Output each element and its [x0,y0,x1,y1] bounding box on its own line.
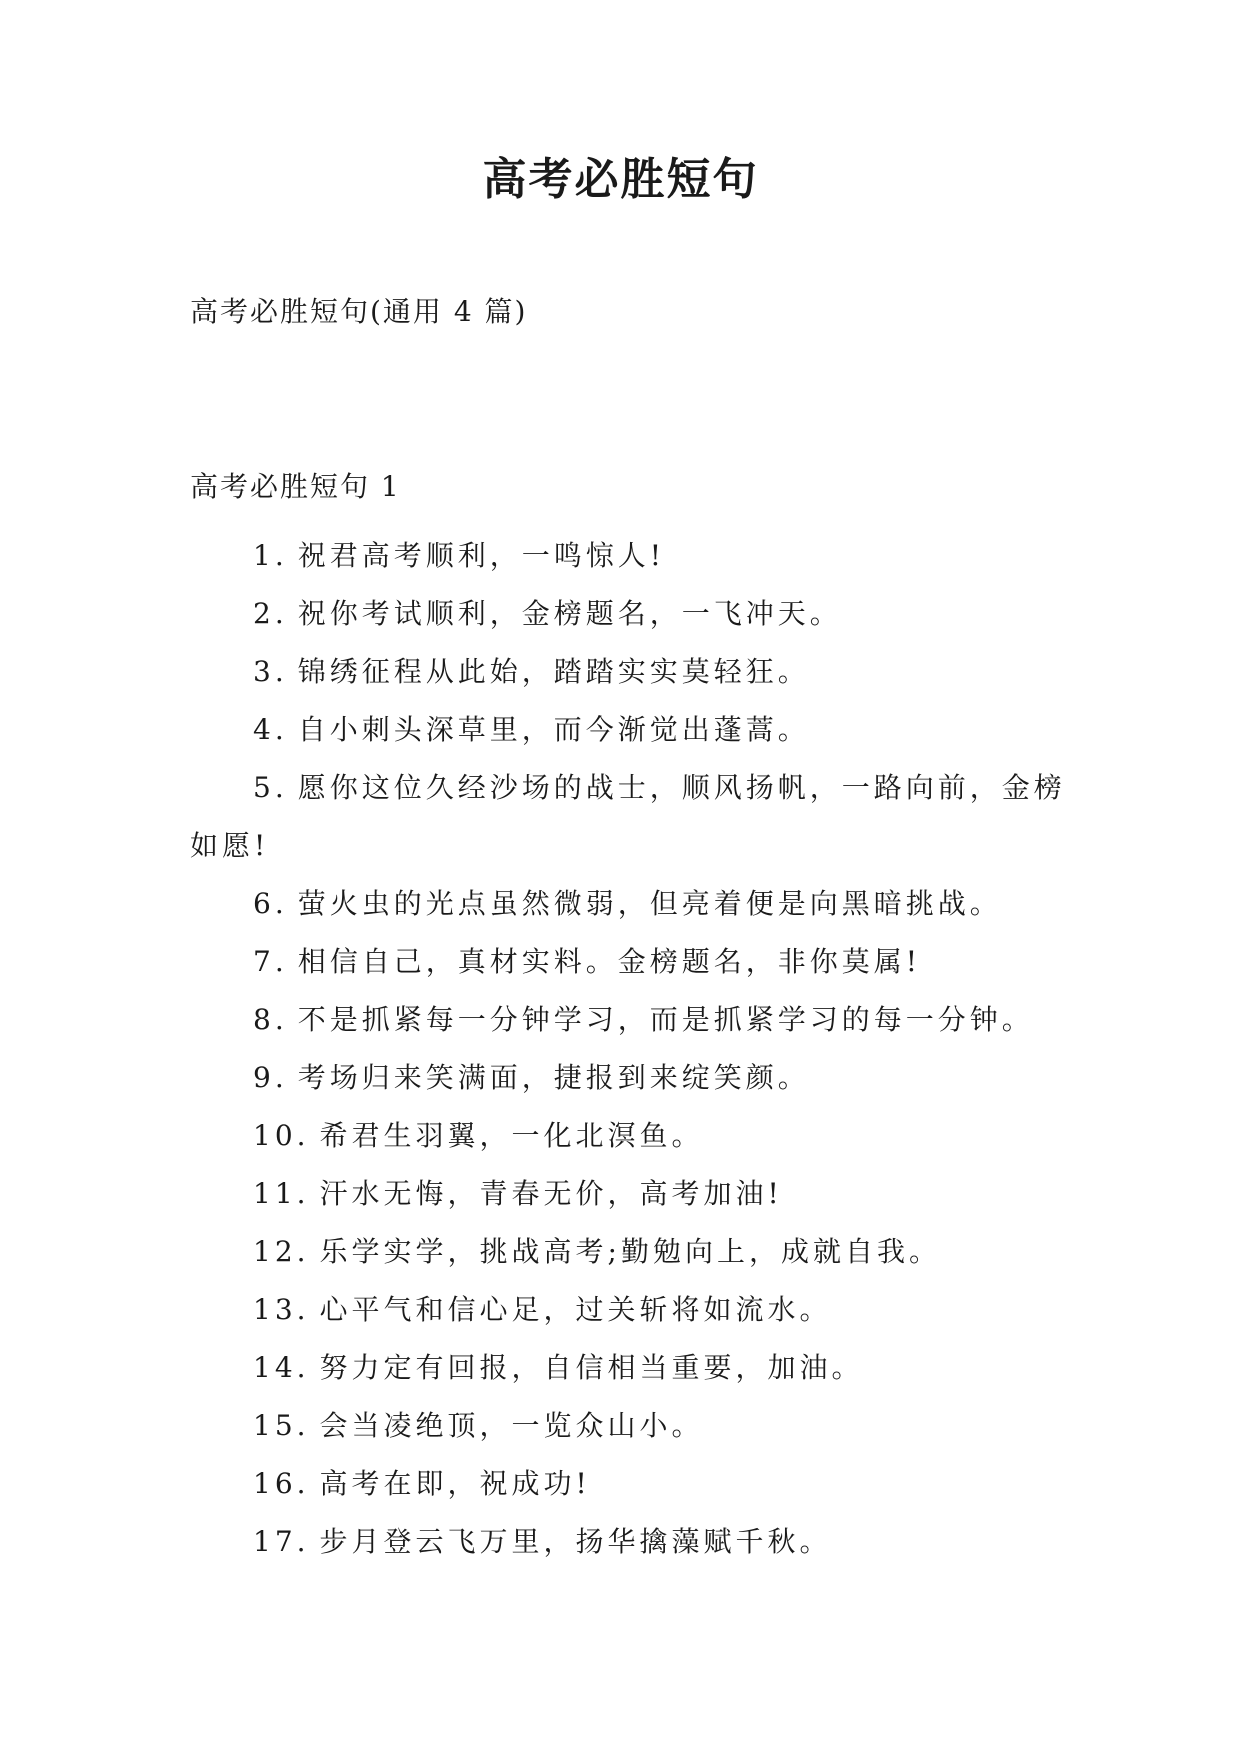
item-number: 5. [253,771,288,804]
list-item [190,1223,1070,1281]
sentence-list [190,527,1070,1571]
list-item [190,643,1070,701]
list-item [190,1513,1070,1571]
list-item [190,759,1070,875]
list-item [190,875,1070,933]
item-text: 自小刺头深草里，而今渐觉出蓬蒿。 [297,713,810,746]
item-text: 心平气和信心足，过关斩将如流水。 [319,1293,832,1326]
document-subtitle: 高考必胜短句(通用 4 篇) [190,295,528,328]
document-title: 高考必胜短句 [482,154,759,205]
item-number: 6. [253,887,288,920]
list-item [190,1455,1070,1513]
item-text: 努力定有回报，自信相当重要，加油。 [319,1351,864,1384]
item-number: 17. [253,1525,310,1558]
item-text: 考场归来笑满面，捷报到来绽笑颜。 [297,1061,810,1094]
item-text: 祝你考试顺利，金榜题名，一飞冲天。 [297,597,842,630]
item-number: 15. [253,1409,310,1442]
list-item [190,1049,1070,1107]
list-item [190,527,1070,585]
item-number: 13. [253,1293,310,1326]
list-item [190,1397,1070,1455]
list-item [190,585,1070,643]
item-text: 愿你这位久经沙场的战士，顺风扬帆，一路向前，金榜如愿! [190,771,1066,862]
item-number: 8. [253,1003,288,1036]
item-number: 12. [253,1235,310,1268]
item-text: 高考在即，祝成功! [319,1467,591,1500]
item-number: 11. [253,1177,310,1210]
item-number: 2. [253,597,288,630]
section-heading: 高考必胜短句 1 [190,470,401,503]
list-item [190,1339,1070,1397]
item-number: 9. [253,1061,288,1094]
item-number: 10. [253,1119,310,1152]
item-text: 萤火虫的光点虽然微弱，但亮着便是向黑暗挑战。 [297,887,1002,920]
item-number: 3. [253,655,288,688]
item-text: 相信自己，真材实料。金榜题名，非你莫属! [297,945,921,978]
item-number: 16. [253,1467,310,1500]
item-number: 7. [253,945,288,978]
list-item [190,933,1070,991]
item-text: 不是抓紧每一分钟学习，而是抓紧学习的每一分钟。 [297,1003,1034,1036]
item-text: 汗水无悔，青春无价，高考加油! [319,1177,783,1210]
list-item [190,1107,1070,1165]
item-text: 会当凌绝顶，一览众山小。 [319,1409,704,1442]
item-text: 乐学实学，挑战高考;勤勉向上，成就自我。 [319,1235,941,1268]
list-item [190,1165,1070,1223]
list-item [190,701,1070,759]
item-text: 锦绣征程从此始，踏踏实实莫轻狂。 [297,655,810,688]
list-item [190,991,1070,1049]
list-item [190,1281,1070,1339]
item-number: 4. [253,713,288,746]
item-text: 步月登云飞万里，扬华擒藻赋千秋。 [319,1525,832,1558]
item-number: 14. [253,1351,310,1384]
item-text: 祝君高考顺利，一鸣惊人! [297,539,665,572]
item-text: 希君生羽翼，一化北溟鱼。 [319,1119,704,1152]
item-number: 1. [253,539,288,572]
